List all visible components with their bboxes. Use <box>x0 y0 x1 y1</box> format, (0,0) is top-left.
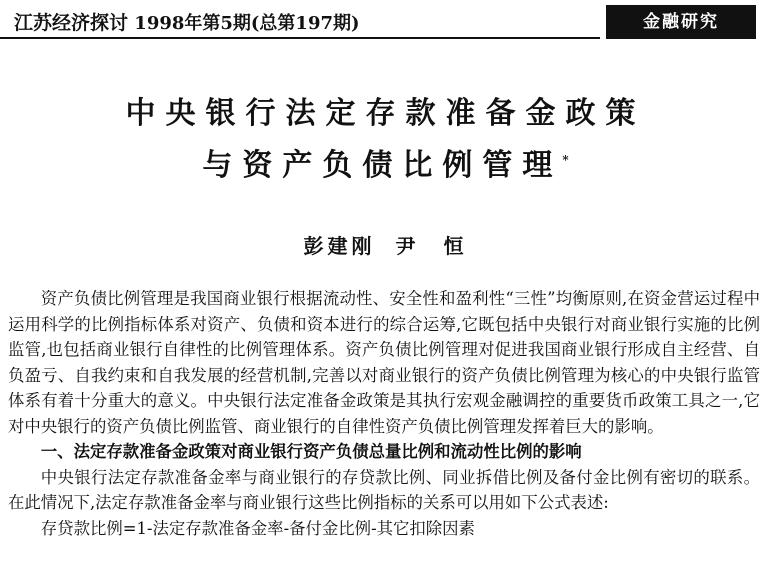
section-tag: 金融研究 <box>606 5 756 39</box>
author-name: 彭建刚 <box>303 234 376 258</box>
journal-header <box>14 10 360 36</box>
header-rule <box>0 37 600 39</box>
section-heading: 一、法定存款准备金政策对商业银行资产负债总量比例和流动性比例的影响 <box>40 442 582 461</box>
body-paragraph: 资产负债比例管理是我国商业银行根据流动性、安全性和盈利性“三性”均衡原则,在资金营运过程中运用科学的比例指标体系对资产、负债和资本进行的综合运筹,它既包括中央银行对商业银行实施的比例监管,也包括商业银行自律性的比例管理体系。资产负债比例管理对促进我国商业银行形成自主经营、自负盈亏、自我约束和自我发展的经营机制,完善以对商业银行的资产负债比例管理为核心的中央银行监管体系有着十分重大的意义。中央银行法定准备金政策是其执行宏观金融调控的重要货币政策工具之一,它对中央银行的资产负债比例监管、商业银行的自律性资产负债比例管理发挥着巨大的影响。 <box>8 289 760 436</box>
formula-line: 存贷款比例=1-法定存款准备金率-备付金比例-其它扣除因素 <box>40 518 475 538</box>
author-name: 尹 恒 <box>395 234 468 258</box>
author-line <box>0 230 771 259</box>
journal-name: 江苏经济探讨 <box>14 12 129 34</box>
title-footnote-mark: * <box>562 153 569 167</box>
article-title-line-1: 中央银行法定存款准备金政策 <box>125 96 646 131</box>
article-title-line-2 <box>0 140 771 184</box>
article-title-line-2-text: 与资产负债比例管理 <box>202 148 563 183</box>
article-body <box>8 286 760 541</box>
issue-info: 1998年第5期(总第197期) <box>134 13 360 34</box>
body-paragraph: 中央银行法定存款准备金率与商业银行的存贷款比例、同业拆借比例及备付金比例有密切的联系。在此情况下,法定存款准备金率与商业银行这些比例指标的关系可以用如下公式表述: <box>8 467 760 512</box>
